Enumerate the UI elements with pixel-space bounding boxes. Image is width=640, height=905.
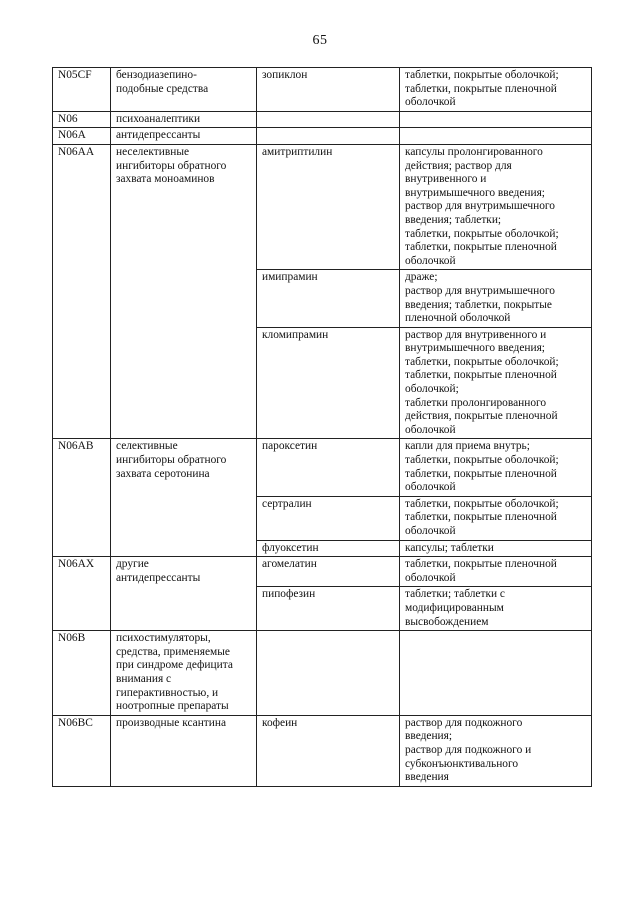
drug-name-cell: зопиклон [257, 68, 400, 112]
atc-code-cell: N06AB [53, 439, 111, 557]
drug-name-cell: пароксетин [257, 439, 400, 496]
drug-name-cell: кломипрамин [257, 327, 400, 439]
atc-code-cell: N06BC [53, 715, 111, 786]
group-name-cell: производные ксантина [111, 715, 257, 786]
dosage-form-cell: раствор для подкожного введения; раствор для подкожного и субконъюнктивального введения [400, 715, 592, 786]
dosage-form-cell: таблетки; таблетки с модифицированным высвобождением [400, 587, 592, 631]
dosage-form-cell: таблетки, покрытые оболочкой; таблетки, покрытые пленочной оболочкой [400, 496, 592, 540]
group-name-cell: селективные ингибиторы обратного захвата серотонина [111, 439, 257, 557]
drug-name-cell: пипофезин [257, 587, 400, 631]
drug-name-cell: кофеин [257, 715, 400, 786]
drug-name-cell: амитриптилин [257, 144, 400, 269]
atc-code-cell: N06B [53, 631, 111, 716]
dosage-form-cell: раствор для внутривенного и внутримышечного введения; таблетки, покрытые оболочкой; таблетки, покрытые пленочной оболочкой; таблетки пролонгированного действия, покрытые пленочной оболочкой [400, 327, 592, 439]
group-name-cell: неселективные ингибиторы обратного захвата моноаминов [111, 144, 257, 438]
drug-name-cell [257, 128, 400, 145]
drug-name-cell: флуоксетин [257, 540, 400, 557]
drug-name-cell: агомелатин [257, 557, 400, 587]
drug-name-cell [257, 631, 400, 716]
table-row [53, 144, 592, 269]
group-name-cell: психостимуляторы, средства, применяемые при синдроме дефицита внимания с гиперактивностью, и ноотропные препараты [111, 631, 257, 716]
atc-code-cell: N06AX [53, 557, 111, 631]
table-row [53, 111, 592, 128]
dosage-form-cell: таблетки, покрытые оболочкой; таблетки, покрытые пленочной оболочкой [400, 68, 592, 112]
group-name-cell: психоаналептики [111, 111, 257, 128]
table-row [53, 631, 592, 716]
atc-code-cell: N06 [53, 111, 111, 128]
table-row [53, 557, 592, 587]
atc-code-cell: N05CF [53, 68, 111, 112]
dosage-form-cell: капсулы; таблетки [400, 540, 592, 557]
group-name-cell: антидепрессанты [111, 128, 257, 145]
dosage-form-cell [400, 111, 592, 128]
page-number: 65 [312, 33, 328, 48]
drug-name-cell: сертралин [257, 496, 400, 540]
group-name-cell: бензодиазепино- подобные средства [111, 68, 257, 112]
dosage-form-cell: капсулы пролонгированного действия; раствор для внутривенного и внутримышечного введения; раствор для внутримышечного введения; таблетки; таблетки, покрытые оболочкой; таблетки, покрытые пленочной оболочкой [400, 144, 592, 269]
dosage-form-cell: капли для приема внутрь; таблетки, покрытые оболочкой; таблетки, покрытые пленочной оболочкой [400, 439, 592, 496]
dosage-form-cell [400, 128, 592, 145]
atc-code-cell: N06A [53, 128, 111, 145]
drug-classification-table [52, 67, 592, 787]
drug-name-cell [257, 111, 400, 128]
table-row [53, 68, 592, 112]
table-row [53, 128, 592, 145]
atc-code-cell: N06AA [53, 144, 111, 438]
dosage-form-cell: таблетки, покрытые пленочной оболочкой [400, 557, 592, 587]
drug-name-cell: имипрамин [257, 270, 400, 327]
table-row [53, 715, 592, 786]
table-row [53, 439, 592, 496]
group-name-cell: другие антидепрессанты [111, 557, 257, 631]
dosage-form-cell: драже; раствор для внутримышечного введения; таблетки, покрытые пленочной оболочкой [400, 270, 592, 327]
dosage-form-cell [400, 631, 592, 716]
